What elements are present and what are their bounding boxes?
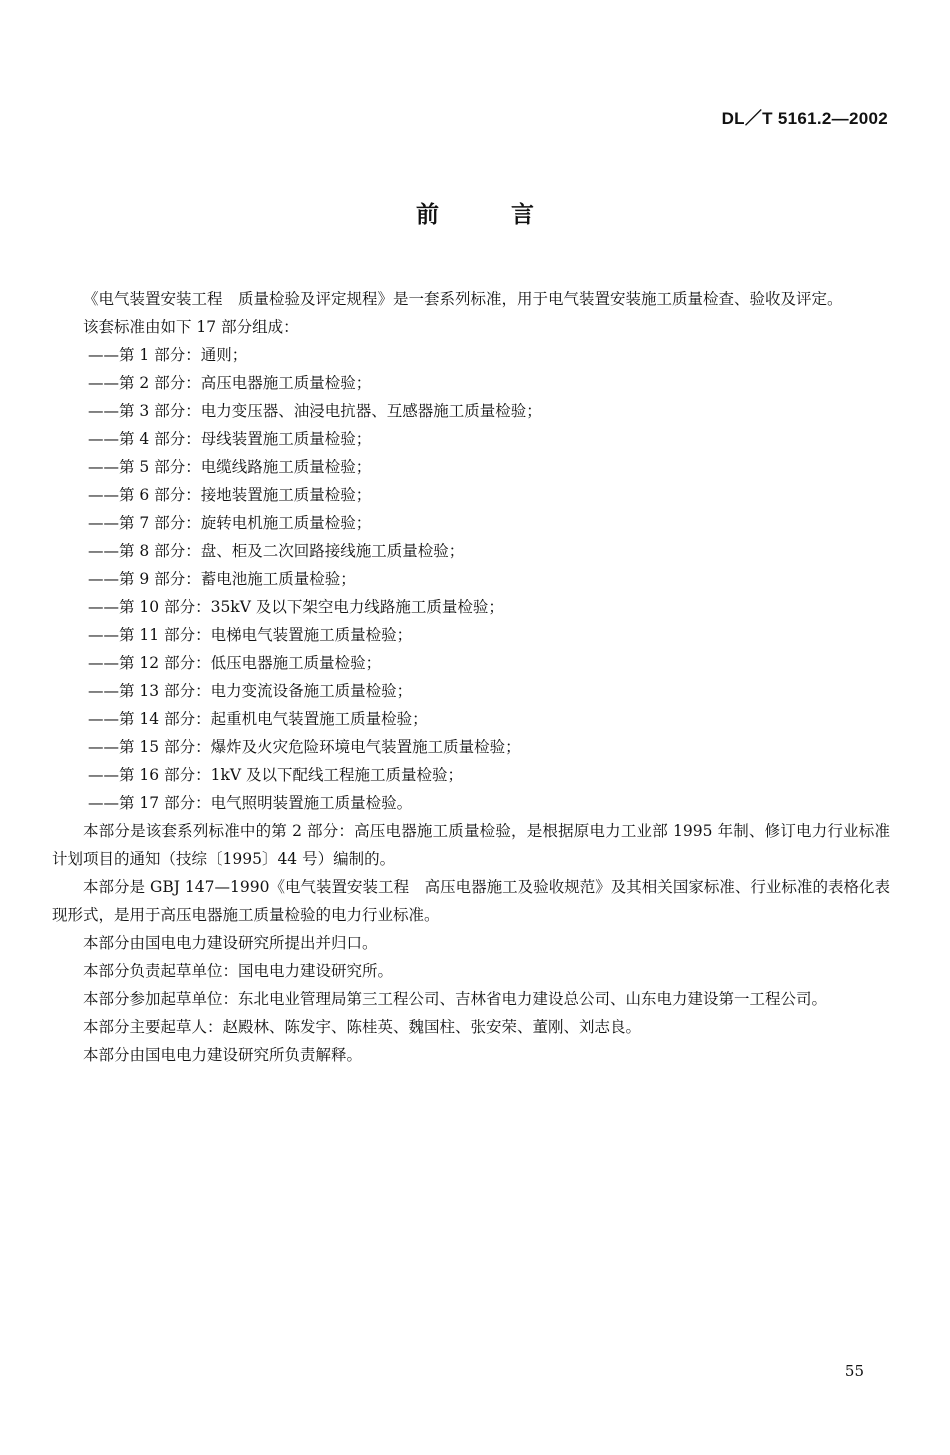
paragraph-basis: 本部分是 GBJ 147—1990《电气装置安装工程 高压电器施工及验收规范》及其相关国家标准、行业标准的表格化表现形式，是用于高压电器施工质量检验的电力行业标准。 [52,878,890,924]
list-item: ——第 4 部分：母线装置施工质量检验； [88,430,372,448]
parts-list [52,341,890,817]
list-item: ——第 15 部分：爆炸及火灾危险环境电气装置施工质量检验； [88,738,521,756]
list-item: ——第 11 部分：电梯电气装置施工质量检验； [88,626,413,644]
list-item: ——第 2 部分：高压电器施工质量检验； [88,374,372,392]
list-item: ——第 6 部分：接地装置施工质量检验； [88,486,372,504]
list-intro: 该套标准由如下 17 部分组成： [83,318,299,336]
list-item: ——第 1 部分：通则； [88,346,248,364]
paragraph-proposer: 本部分由国电电力建设研究所提出并归口。 [83,934,378,952]
list-item: ——第 9 部分：蓄电池施工质量检验； [88,570,356,588]
list-item: ——第 16 部分：1kV 及以下配线工程施工质量检验； [88,766,463,784]
list-item: ——第 10 部分：35kV 及以下架空电力线路施工质量检验； [88,598,504,616]
list-item: ——第 17 部分：电气照明装置施工质量检验。 [88,794,413,812]
paragraph-part-info: 本部分是该套系列标准中的第 2 部分：高压电器施工质量检验，是根据原电力工业部 1995 年制、修订电力行业标准计划项目的通知（技综〔1995〕44 号）编制的。 [52,822,890,868]
list-item: ——第 5 部分：电缆线路施工质量检验； [88,458,372,476]
list-item: ——第 8 部分：盘、柜及二次回路接线施工质量检验； [88,542,465,560]
intro-paragraph: 《电气装置安装工程 质量检验及评定规程》是一套系列标准，用于电气装置安装施工质量检查、验收及评定。 [83,290,843,308]
paragraph-main-drafters: 本部分主要起草人：赵殿林、陈发宇、陈桂英、魏国柱、张安荣、董刚、刘志良。 [83,1018,642,1036]
page-title: 前言 [416,202,606,228]
paragraph-interpretation: 本部分由国电电力建设研究所负责解释。 [83,1046,363,1064]
list-item: ——第 7 部分：旋转电机施工质量检验； [88,514,372,532]
standard-code: DL／T 5161.2—2002 [721,109,888,128]
list-item: ——第 12 部分：低压电器施工质量检验； [88,654,382,672]
list-item: ——第 14 部分：起重机电气装置施工质量检验； [88,710,428,728]
paragraph-participating-drafters: 本部分参加起草单位：东北电业管理局第三工程公司、吉林省电力建设总公司、山东电力建设第一工程公司。 [83,990,828,1008]
page-number: 55 [844,1362,864,1380]
list-item: ——第 13 部分：电力变流设备施工质量检验； [88,682,413,700]
list-item: ——第 3 部分：电力变压器、油浸电抗器、互感器施工质量检验； [88,402,542,420]
document-body [52,285,890,1069]
paragraph-lead-drafter: 本部分负责起草单位：国电电力建设研究所。 [83,962,394,980]
